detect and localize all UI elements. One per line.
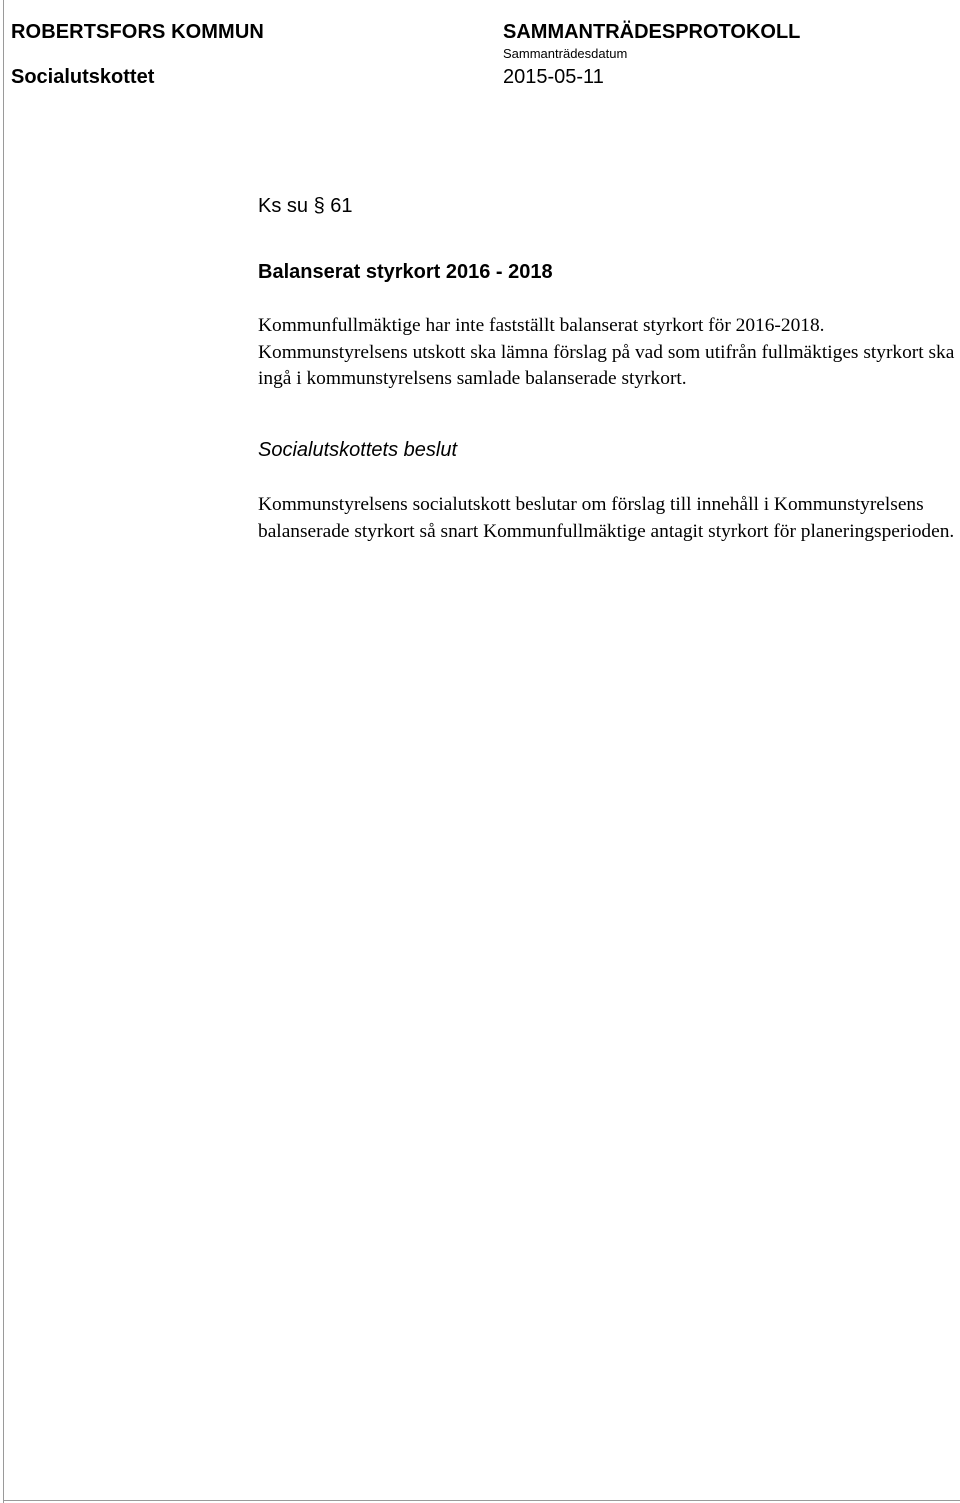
- left-margin-rule: [3, 0, 4, 1503]
- decision-heading: Socialutskottets beslut: [258, 439, 457, 461]
- decision-paragraph: Kommunstyrelsens socialutskott beslutar om förslag till innehåll i Kommunstyrelsens balanserade styrkort så snart Kommunfullmäktige antagit styrkort för planeringsperioden.: [258, 494, 955, 542]
- committee-name: Socialutskottet: [11, 66, 155, 88]
- meeting-date: 2015-05-11: [503, 66, 604, 88]
- section-title: Balanserat styrkort 2016 - 2018: [258, 261, 553, 283]
- background-paragraph: Kommunfullmäktige har inte fastställt balanserat styrkort för 2016-2018. Kommunstyrelsens utskott ska lämna förslag på vad som utifrån fullmäktiges styrkort ska ingå i kommunstyrelsens samlade balanserade styrkort.: [258, 315, 955, 389]
- meeting-date-label: Sammanträdesdatum: [503, 46, 628, 61]
- document-type: SAMMANTRÄDESPROTOKOLL: [503, 21, 801, 43]
- section-reference: Ks su § 61: [258, 195, 353, 217]
- organization-name: ROBERTSFORS KOMMUN: [11, 21, 264, 43]
- bottom-margin-rule: [3, 1500, 960, 1501]
